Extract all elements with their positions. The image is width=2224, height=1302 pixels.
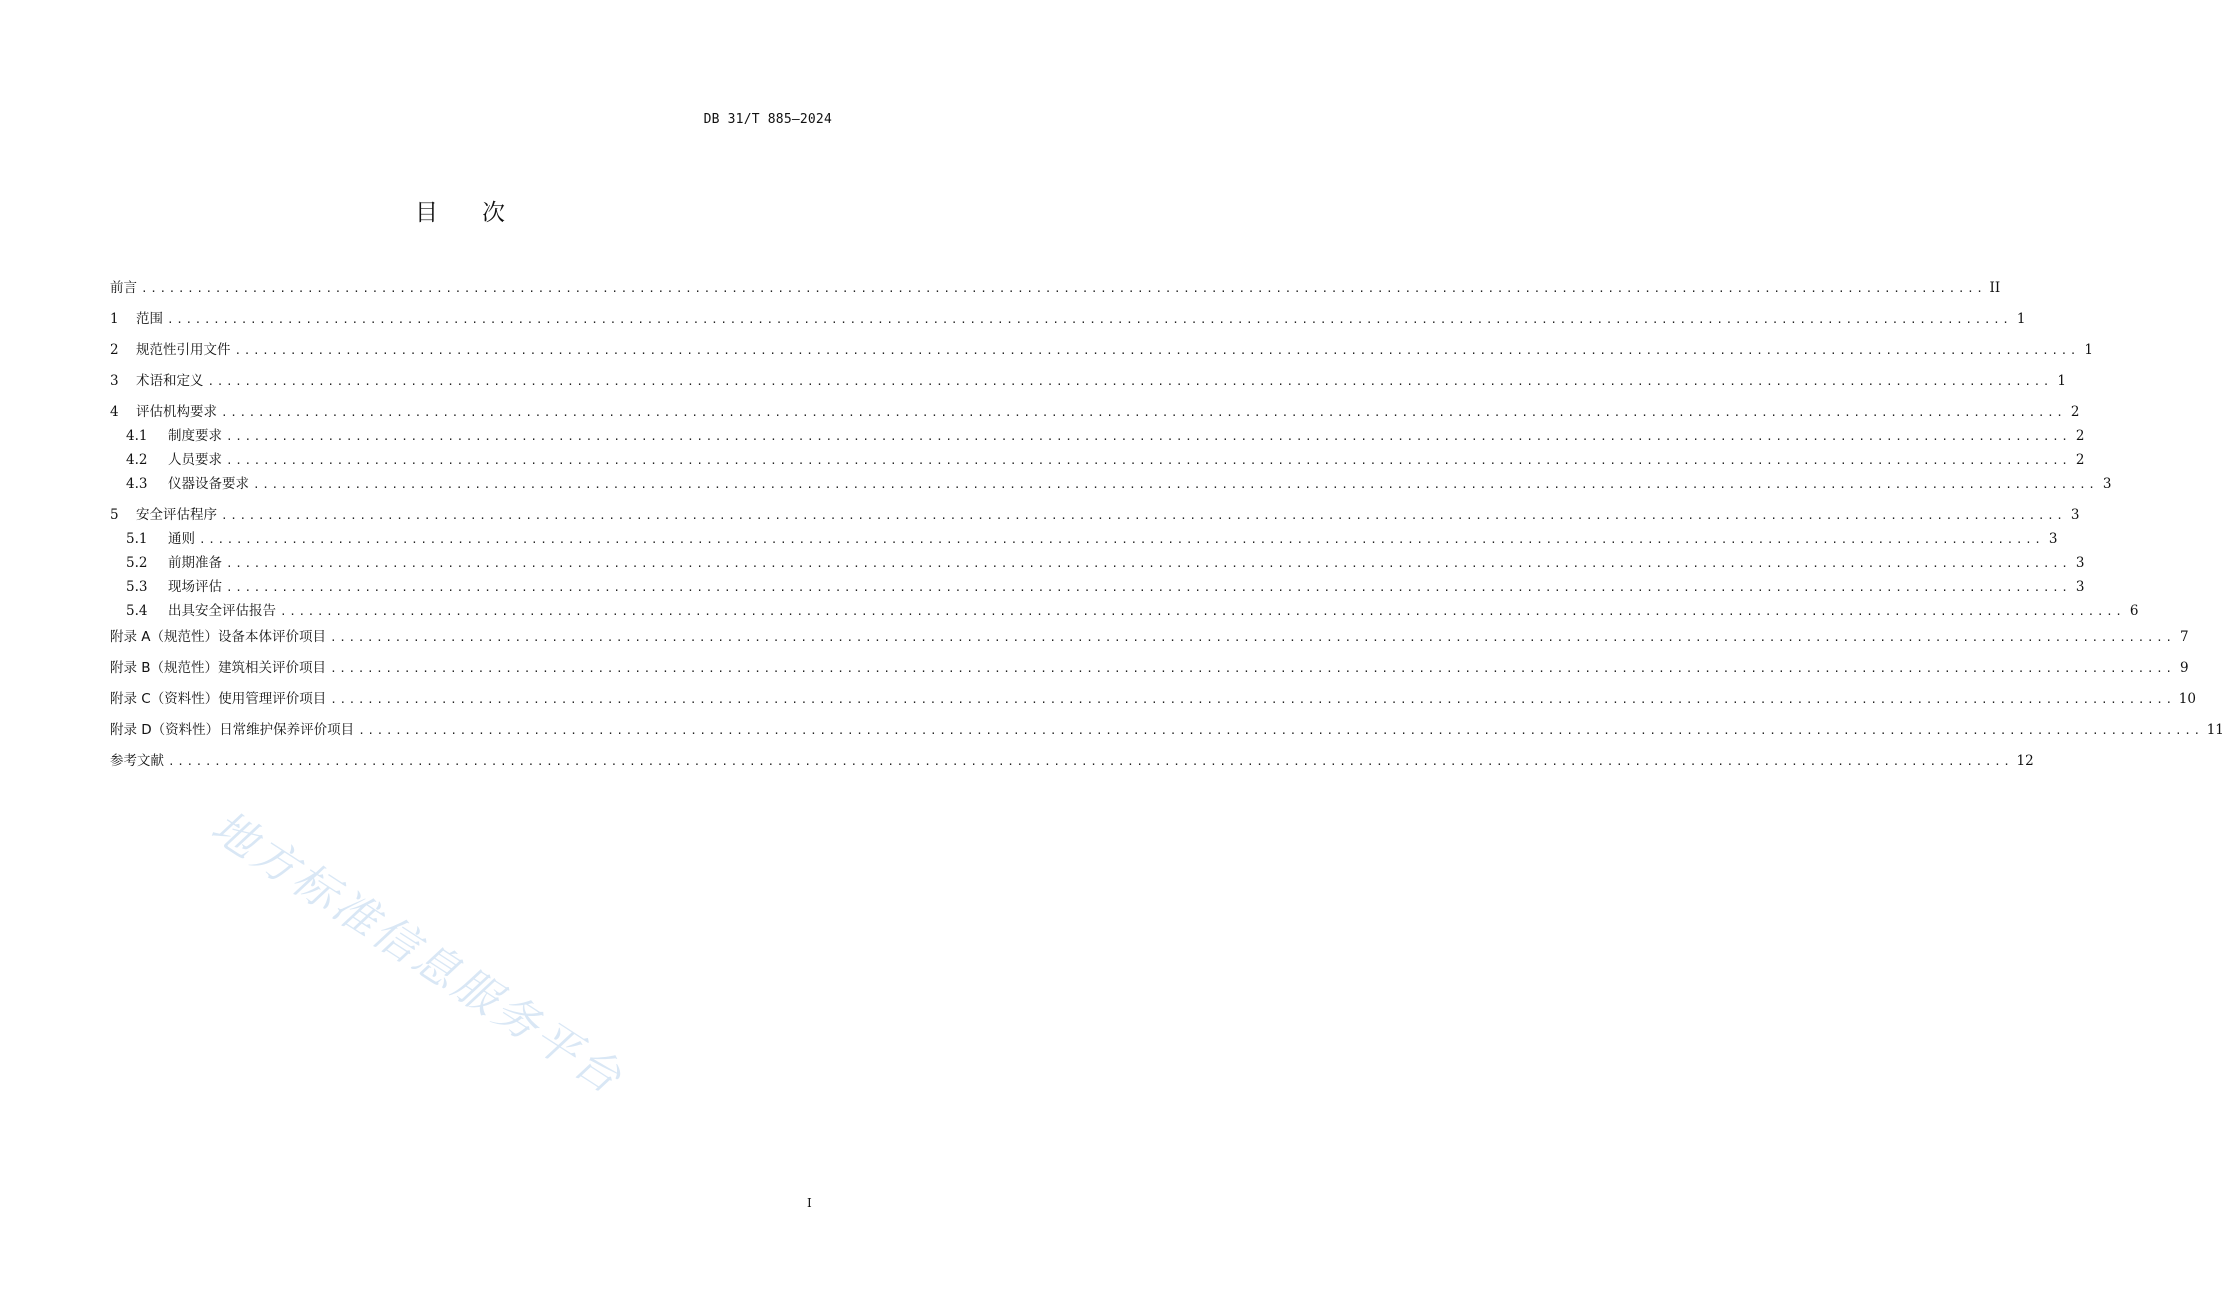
- toc-leader-dots: ........................................................................................................................................................................................................: [226, 454, 2071, 467]
- toc-entry-number: 3: [110, 373, 119, 389]
- toc-entry-page: 10: [2178, 691, 2196, 707]
- toc-entry[interactable]: [110, 688, 2196, 710]
- toc-entry[interactable]: [126, 449, 2085, 471]
- toc-entry-label: 评估机构要求: [136, 404, 217, 420]
- toc-entry-label: 范围: [136, 311, 163, 327]
- toc-entry[interactable]: [110, 339, 2094, 361]
- toc-entry-label: 建筑相关评价项目: [218, 660, 327, 676]
- toc-entry-page: 7: [2179, 629, 2189, 645]
- toc-entry[interactable]: [110, 401, 2080, 423]
- toc-appendix-prefix: 附录 D（资料性）: [110, 722, 220, 738]
- title-char-2: 次: [482, 200, 505, 226]
- toc-entry[interactable]: [110, 719, 2224, 741]
- toc-entry[interactable]: [126, 528, 2058, 550]
- toc-leader-dots: ........................................................................................................................................................................................................: [358, 724, 2203, 737]
- toc-appendix-prefix: 附录 A（规范性）: [110, 629, 219, 645]
- toc-entry-number: 2: [110, 342, 119, 358]
- toc-leader-dots: ........................................................................................................................................................................................................: [330, 693, 2175, 706]
- toc-leader-dots: ........................................................................................................................................................................................................: [168, 755, 2013, 768]
- toc-entry[interactable]: [126, 473, 2112, 495]
- toc-entry-page: 12: [2016, 753, 2034, 769]
- toc-leader-dots: ........................................................................................................................................................................................................: [167, 313, 2012, 326]
- toc-leader-dots: ........................................................................................................................................................................................................: [221, 509, 2066, 522]
- title-char-1: 目: [415, 200, 438, 226]
- toc-entry-number: 5: [110, 507, 119, 523]
- toc-entry-label: 参考文献: [110, 753, 164, 769]
- toc-leader-dots: ........................................................................................................................................................................................................: [141, 282, 1986, 295]
- toc-entry-label: 现场评估: [168, 579, 222, 595]
- toc-entry-number: 1: [110, 311, 119, 327]
- page-title: [0, 194, 920, 227]
- toc-entry-page: 1: [2016, 311, 2026, 327]
- toc-leader-dots: ........................................................................................................................................................................................................: [330, 662, 2175, 675]
- watermark: 地方标准信息服务平台: [202, 801, 633, 1106]
- toc-appendix-prefix: 附录 C（资料性）: [110, 691, 219, 707]
- toc-entry-page: 1: [2057, 373, 2067, 389]
- toc-entry-label: 日常维护保养评价项目: [219, 722, 355, 738]
- toc-entry-number: 5.3: [126, 579, 148, 595]
- toc-leader-dots: ........................................................................................................................................................................................................: [226, 557, 2071, 570]
- toc-leader-dots: ........................................................................................................................................................................................................: [234, 344, 2080, 357]
- toc-entry-label: 使用管理评价项目: [218, 691, 327, 707]
- toc-leader-dots: ........................................................................................................................................................................................................: [253, 478, 2098, 491]
- toc-appendix-prefix: 附录 B（规范性）: [110, 660, 219, 676]
- toc-entry-label: 前言: [110, 280, 137, 296]
- toc-entry-page: 3: [2102, 476, 2112, 492]
- toc-entry[interactable]: [110, 504, 2080, 526]
- toc-entry-label: 术语和定义: [136, 373, 204, 389]
- toc-entry-page: 11: [2206, 722, 2224, 738]
- toc-entry[interactable]: [126, 576, 2085, 598]
- toc-entry-page: 2: [2075, 428, 2085, 444]
- toc-entry-page: 2: [2070, 404, 2080, 420]
- toc-leader-dots: ........................................................................................................................................................................................................: [280, 605, 2125, 618]
- toc-entry-label: 设备本体评价项目: [218, 629, 327, 645]
- toc-leader-dots: ........................................................................................................................................................................................................: [226, 581, 2071, 594]
- toc-leader-dots: ........................................................................................................................................................................................................: [207, 375, 2053, 388]
- toc-entry[interactable]: [110, 657, 2189, 679]
- toc-entry-label: 制度要求: [168, 428, 222, 444]
- toc-leader-dots: ........................................................................................................................................................................................................: [226, 430, 2071, 443]
- toc-entry[interactable]: [126, 425, 2085, 447]
- toc-entry-label: 人员要求: [168, 452, 222, 468]
- toc-leader-dots: ........................................................................................................................................................................................................: [199, 533, 2044, 546]
- toc-entry-number: 4.2: [126, 452, 148, 468]
- toc-entry-page: 3: [2070, 507, 2080, 523]
- toc-entry[interactable]: [110, 626, 2189, 648]
- toc-entry-number: 4.3: [126, 476, 148, 492]
- toc-entry-label: 出具安全评估报告: [168, 603, 276, 619]
- toc-entry-page: 6: [2129, 603, 2139, 619]
- toc-entry-page: 3: [2075, 579, 2085, 595]
- toc-entry-label: 前期准备: [168, 555, 222, 571]
- toc-entry-page: 3: [2075, 555, 2085, 571]
- toc-entry[interactable]: [110, 277, 2001, 299]
- toc-entry-label: 通则: [168, 531, 195, 547]
- toc-entry-page: 1: [2084, 342, 2094, 358]
- toc-entry-page: 9: [2179, 660, 2189, 676]
- toc-leader-dots: ........................................................................................................................................................................................................: [221, 406, 2066, 419]
- toc-entry-number: 4.1: [126, 428, 148, 444]
- toc-entry-number: 5.2: [126, 555, 148, 571]
- document-code: DB 31/T 885—2024: [703, 112, 832, 127]
- toc-entry-page: 2: [2075, 452, 2085, 468]
- toc-entry-page: 3: [2048, 531, 2058, 547]
- toc-entry-label: 规范性引用文件: [136, 342, 231, 358]
- toc-entry[interactable]: [110, 308, 2026, 330]
- toc-entry-number: 5.4: [126, 603, 148, 619]
- toc-entry[interactable]: [110, 750, 2034, 772]
- toc-entry-number: 5.1: [126, 531, 148, 547]
- toc-entry-label: 安全评估程序: [136, 507, 217, 523]
- toc-entry-label: 仪器设备要求: [168, 476, 249, 492]
- toc-leader-dots: ........................................................................................................................................................................................................: [330, 631, 2175, 644]
- toc-entry[interactable]: [126, 552, 2085, 574]
- page-number: I: [807, 1196, 812, 1210]
- toc-entry[interactable]: [126, 600, 2139, 622]
- toc-entry-number: 4: [110, 404, 119, 420]
- toc-entry-page: II: [1989, 280, 2001, 296]
- toc-entry[interactable]: [110, 370, 2067, 392]
